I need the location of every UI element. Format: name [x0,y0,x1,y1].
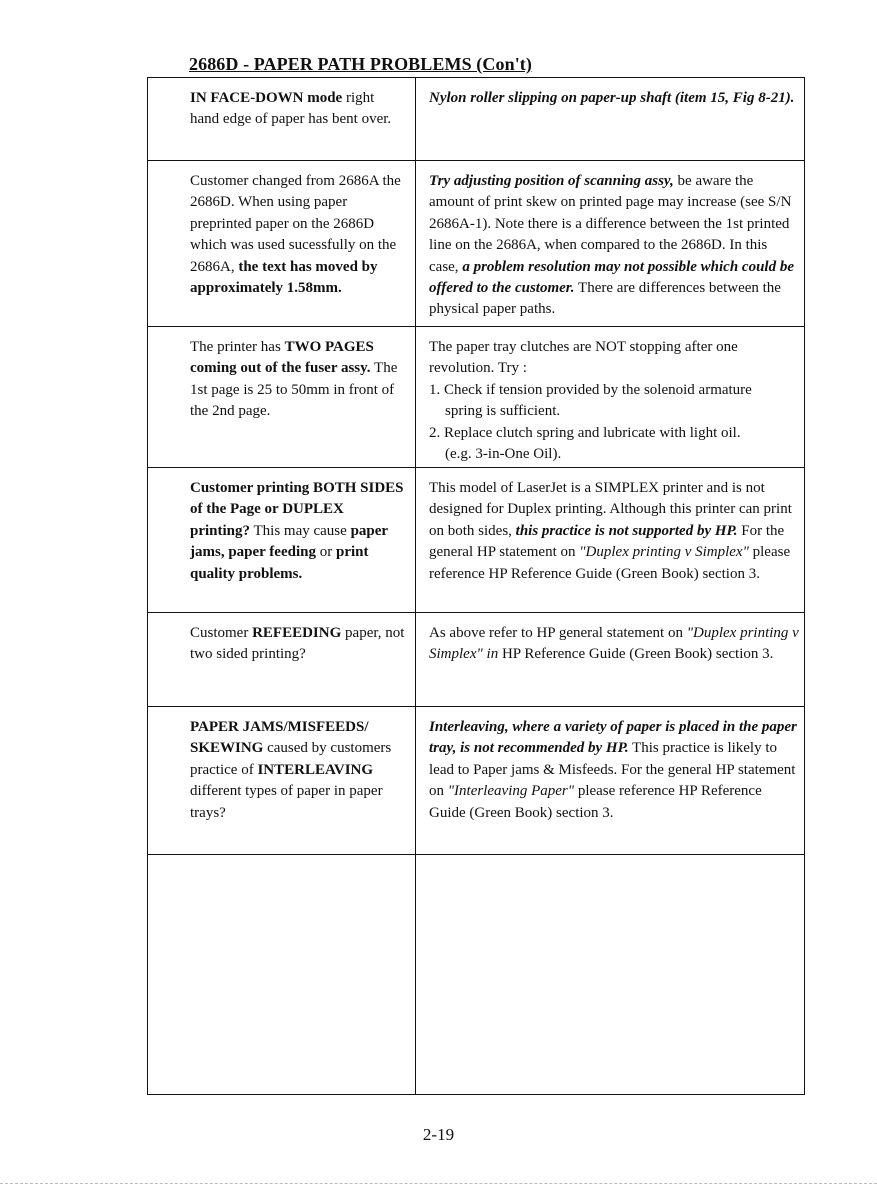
table-row [148,327,804,468]
text-run: a problem resolution may not possible which could be offered to the customer. [429,258,795,297]
table-row [148,161,804,327]
text-run: IN FACE-DOWN mode [190,90,343,106]
scan-edge-line [0,1183,877,1185]
solution-intro: The paper tray clutches are NOT stopping after one revolution. Try : [429,339,738,377]
text-run: or [315,544,336,561]
solution-text [429,623,800,666]
text-run: The printer has [190,339,285,355]
solution-text [429,171,800,321]
text-run: right hand edge of paper has bent over. [190,90,392,128]
text-run: REFEEDING [252,625,342,641]
text-run: be aware the amount of print skew on printed page may increase (see S/N 2686A-1). Note there is a difference between the 1st printed line on the 2686A, when compared to the 2686D. In this case, [429,173,792,275]
text-run: INTERLEAVING [257,761,374,778]
text-run: "Duplex printing v Simplex" in [429,625,799,663]
page-heading: 2686D - PAPER PATH PROBLEMS (Con't) [189,54,532,74]
troubleshooting-table [147,77,805,1095]
symptom-text [190,478,407,585]
solution-text [429,88,800,109]
solution-cell [416,613,804,706]
text-run: Customer [190,625,253,641]
table-row [148,707,804,855]
text-run: Customer changed from 2686A the 2686D. When using paper preprinted paper on the 2686D which was used sucessfully on the 2686A, [190,173,401,275]
solution-cell [416,161,804,326]
text-run: "Duplex printing v Simplex" [579,544,749,561]
symptom-cell [148,613,416,706]
step-number: 1. [429,381,441,398]
solution-text [429,717,800,824]
text-run: paper jams, paper feeding [190,522,388,561]
text-run: This practice is likely to lead to Paper jams & Misfeeds. For the general HP statement on [429,740,796,800]
symptom-cell [148,855,416,1094]
solution-cell [416,468,804,612]
symptom-cell [148,468,416,612]
symptom-text [190,88,407,131]
solution-step [429,380,800,423]
solution-cell [416,855,804,1094]
text-run: paper, not two sided printing? [190,625,405,663]
text-run: The 1st page is 25 to 50mm in front of the 2nd page. [190,360,398,420]
symptom-text [190,337,407,423]
text-run: caused by customers practice of [190,740,392,778]
text-run: As above refer to HP general statement on [429,625,687,641]
table-row [148,613,804,707]
solution-step [429,423,800,466]
symptom-cell [148,161,416,326]
step-continuation: spring is sufficient. [445,403,561,420]
text-run: This model of LaserJet is a SIMPLEX printer and is not designed for Duplex printing. Although this printer can print on both sides, [429,480,792,539]
page-number: 2-19 [422,1125,455,1144]
text-run: Customer printing BOTH SIDES of the Page or DUPLEX printing? [190,480,404,539]
text-run: the text has moved by approximately 1.58mm. [190,258,378,297]
text-run: TWO PAGES coming out of the fuser assy. [190,339,374,377]
table-row [148,78,804,161]
text-run: HP Reference Guide (Green Book) section 3. [498,646,774,663]
text-run: There are differences between the physical paper paths. [429,280,781,318]
step-text: Check if tension provided by the solenoid armature [444,381,752,398]
symptom-text [190,717,407,824]
solution-cell [416,707,804,854]
symptom-cell [148,707,416,854]
text-run: "Interleaving Paper" [447,783,575,800]
solution-cell [416,78,804,160]
step-text: Replace clutch spring and lubricate with light oil. [444,424,741,441]
text-run: This may cause [250,522,351,539]
symptom-text [190,171,407,299]
symptom-cell [148,327,416,467]
text-run: Try adjusting position of scanning assy, [429,173,674,189]
text-run: please reference HP Reference Guide (Green Book) section 3. [429,544,791,582]
text-run: print quality problems. [190,544,369,582]
text-run: different types of paper in paper trays? [190,783,383,821]
symptom-text [190,623,407,666]
text-run: For the general HP statement on [429,522,785,561]
table-row-empty [148,855,804,1094]
table-row [148,468,804,613]
text-run: Interleaving, where a variety of paper is placed in the paper tray, is not recommended by HP. [429,719,797,757]
text-run: Nylon roller slipping on paper-up shaft (item 15, Fig 8-21). [429,90,795,106]
solution-cell [416,327,804,467]
symptom-cell [148,78,416,160]
text-run: this practice is not supported by HP. [515,522,738,539]
text-run: please reference HP Reference Guide (Green Book) section 3. [429,783,762,821]
step-continuation: (e.g. 3-in-One Oil). [445,446,562,463]
solution-text [429,478,800,585]
step-number: 2. [429,424,441,441]
text-run: PAPER JAMS/MISFEEDS/ SKEWING [190,719,369,757]
